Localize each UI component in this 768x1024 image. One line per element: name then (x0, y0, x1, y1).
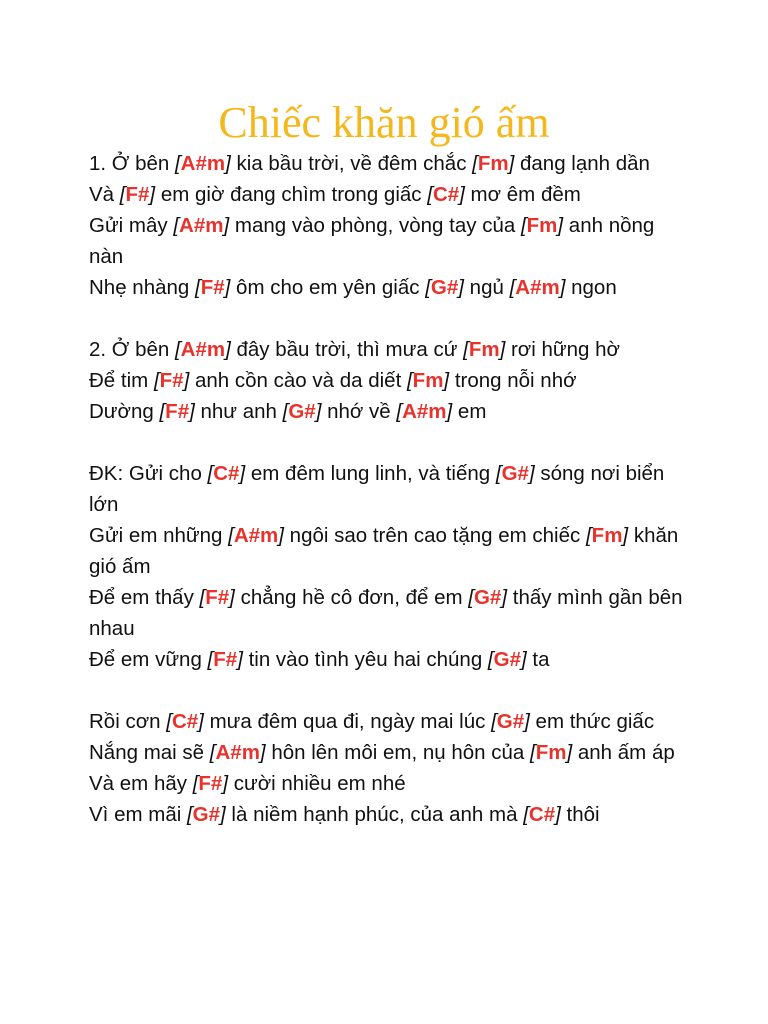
lyric-text: Gửi em những (89, 524, 229, 547)
lyric-text: 2. Ở bên (89, 338, 175, 361)
lyric-line (89, 458, 689, 520)
lyric-line (89, 644, 689, 675)
chord-marker: [F#] (192, 772, 229, 795)
chord-name: Fm (477, 152, 509, 175)
lyric-text: Và (89, 183, 120, 206)
chord-marker: [Fm] (520, 214, 564, 237)
chord-name: G# (473, 586, 502, 609)
chord-marker: [F#] (153, 369, 190, 392)
lyric-line (89, 272, 689, 303)
lyric-line (89, 396, 689, 427)
chord-marker: [C#] (207, 462, 246, 485)
chord-name: C# (432, 183, 460, 206)
lyric-text: Để em vững (89, 648, 208, 671)
lyric-text: là niềm hạnh phúc, của anh mà (225, 803, 524, 826)
chord-marker: [A#m] (174, 152, 231, 175)
chord-name: Fm (535, 741, 567, 764)
chord-name: F# (159, 369, 184, 392)
chord-marker: [Fm] (406, 369, 450, 392)
chord-name: G# (430, 276, 459, 299)
lyric-text: hôn lên môi em, nụ hôn của (265, 741, 531, 764)
chord-name: Fm (526, 214, 558, 237)
lyric-text: ngôi sao trên cao tặng em chiếc (283, 524, 586, 547)
lyric-text: em thức giấc (529, 710, 655, 733)
lyric-text: Dường (89, 400, 160, 423)
chord-marker: [A#m] (228, 524, 284, 547)
lyric-text: Nhẹ nhàng (89, 276, 196, 299)
chord-marker: [C#] (523, 803, 561, 826)
lyric-text: anh ấm áp (572, 741, 675, 764)
lyric-text: tin vào tình yêu hai chúng (242, 648, 488, 671)
chord-name: A#m (402, 400, 447, 423)
song-title: Chiếc khăn gió ấm (218, 98, 550, 147)
lyric-text: anh nồng nàn (89, 214, 655, 268)
lyric-text: đây bầu trời, thì mưa cứ (230, 338, 464, 361)
lyric-line (89, 179, 689, 210)
chord-marker: [F#] (207, 648, 243, 671)
chord-marker: [G#] (495, 462, 535, 485)
chord-name: G# (192, 803, 221, 826)
chord-name: A#m (180, 338, 226, 361)
lyric-text: cười nhiều em nhé (228, 772, 406, 795)
chord-marker: [G#] (425, 276, 464, 299)
lyric-line (89, 768, 689, 799)
lyric-text: đang lạnh dần (514, 152, 650, 175)
chord-marker: [G#] (491, 710, 530, 733)
lyric-line (89, 365, 689, 396)
chord-marker: [C#] (427, 183, 465, 206)
chord-name: Fm (468, 338, 500, 361)
chord-name: C# (528, 803, 556, 826)
chord-name: G# (288, 400, 316, 423)
chord-name: C# (171, 710, 199, 733)
chord-name: A#m (233, 524, 279, 547)
lyric-text: 1. Ở bên (89, 152, 175, 175)
chord-marker: [Fm] (530, 741, 573, 764)
lyric-line (89, 706, 689, 737)
chord-marker: [C#] (166, 710, 204, 733)
lyric-line (89, 737, 689, 768)
lyric-text: như anh (194, 400, 283, 423)
chord-name: G# (493, 648, 521, 671)
lyric-line (89, 334, 689, 365)
lyric-line (89, 210, 689, 272)
chord-name: C# (213, 462, 240, 485)
lyric-text: ôm cho em yên giấc (230, 276, 426, 299)
chord-name: F# (165, 400, 190, 423)
chord-name: F# (198, 772, 223, 795)
lyric-text: mưa đêm qua đi, ngày mai lúc (203, 710, 492, 733)
chord-name: F# (125, 183, 150, 206)
lyric-text: ta (526, 648, 550, 671)
lyric-text: Và em hãy (89, 772, 193, 795)
lyric-text: sóng nơi biển lớn (89, 462, 665, 516)
chord-marker: [A#m] (174, 338, 231, 361)
lyric-text: Gửi mây (89, 214, 174, 237)
lyrics-body (89, 148, 689, 830)
chord-name: F# (205, 586, 230, 609)
chord-name: A#m (179, 214, 224, 237)
chord-marker: [G#] (282, 400, 322, 423)
lyric-text: anh cồn cào và da diết (189, 369, 407, 392)
chord-name: G# (501, 462, 529, 485)
lyric-text: em giờ đang chìm trong giấc (155, 183, 428, 206)
lyric-text: mang vào phòng, vòng tay của (229, 214, 521, 237)
lyric-text: em đêm lung linh, và tiếng (245, 462, 496, 485)
chord-name: Fm (412, 369, 444, 392)
chord-marker: [G#] (186, 803, 226, 826)
lyric-text: thấy mình gần bên nhau (89, 586, 683, 640)
lyric-text: nhớ về (321, 400, 397, 423)
chord-marker: [F#] (199, 586, 235, 609)
lyric-line (89, 799, 689, 830)
chord-marker: [F#] (159, 400, 195, 423)
chord-marker: [A#m] (509, 276, 566, 299)
chord-name: F# (200, 276, 225, 299)
chord-marker: [Fm] (463, 338, 506, 361)
chord-marker: [Fm] (472, 152, 515, 175)
lyric-text: chẳng hề cô đơn, để em (234, 586, 469, 609)
lyric-text: trong nỗi nhớ (449, 369, 577, 392)
lyric-text: Vì em mãi (89, 803, 187, 826)
lyric-text: Rồi cơn (89, 710, 167, 733)
lyric-line (89, 520, 689, 582)
stanza-gap (89, 675, 689, 706)
lyric-text: em (452, 400, 487, 423)
lyric-text: mơ êm đềm (464, 183, 581, 206)
lyric-text: ĐK: Gửi cho (89, 462, 208, 485)
lyric-text: Để em thấy (89, 586, 200, 609)
chord-name: F# (213, 648, 238, 671)
chord-marker: [F#] (119, 183, 156, 206)
chord-marker: [A#m] (209, 741, 266, 764)
chord-marker: [A#m] (173, 214, 230, 237)
chord-name: A#m (180, 152, 226, 175)
lyric-line (89, 582, 689, 644)
chord-marker: [Fm] (585, 524, 629, 547)
lyric-line (89, 148, 689, 179)
chord-marker: [G#] (468, 586, 508, 609)
lyric-text: ngon (565, 276, 617, 299)
chord-name: A#m (515, 276, 560, 299)
chord-marker: [F#] (195, 276, 231, 299)
lyric-text: Để tim (89, 369, 154, 392)
chord-marker: [A#m] (396, 400, 453, 423)
lyric-text: thôi (560, 803, 600, 826)
stanza-gap (89, 303, 689, 334)
chord-name: Fm (591, 524, 623, 547)
chord-name: A#m (215, 741, 260, 764)
lyric-text: Nắng mai sẽ (89, 741, 210, 764)
lyric-text: khăn gió ấm (89, 524, 679, 578)
lyric-text: ngủ (463, 276, 510, 299)
chord-name: G# (496, 710, 525, 733)
lyric-text: kia bầu trời, về đêm chắc (230, 152, 473, 175)
stanza-gap (89, 427, 689, 458)
lyric-text: rơi hững hờ (505, 338, 620, 361)
chord-marker: [G#] (487, 648, 527, 671)
